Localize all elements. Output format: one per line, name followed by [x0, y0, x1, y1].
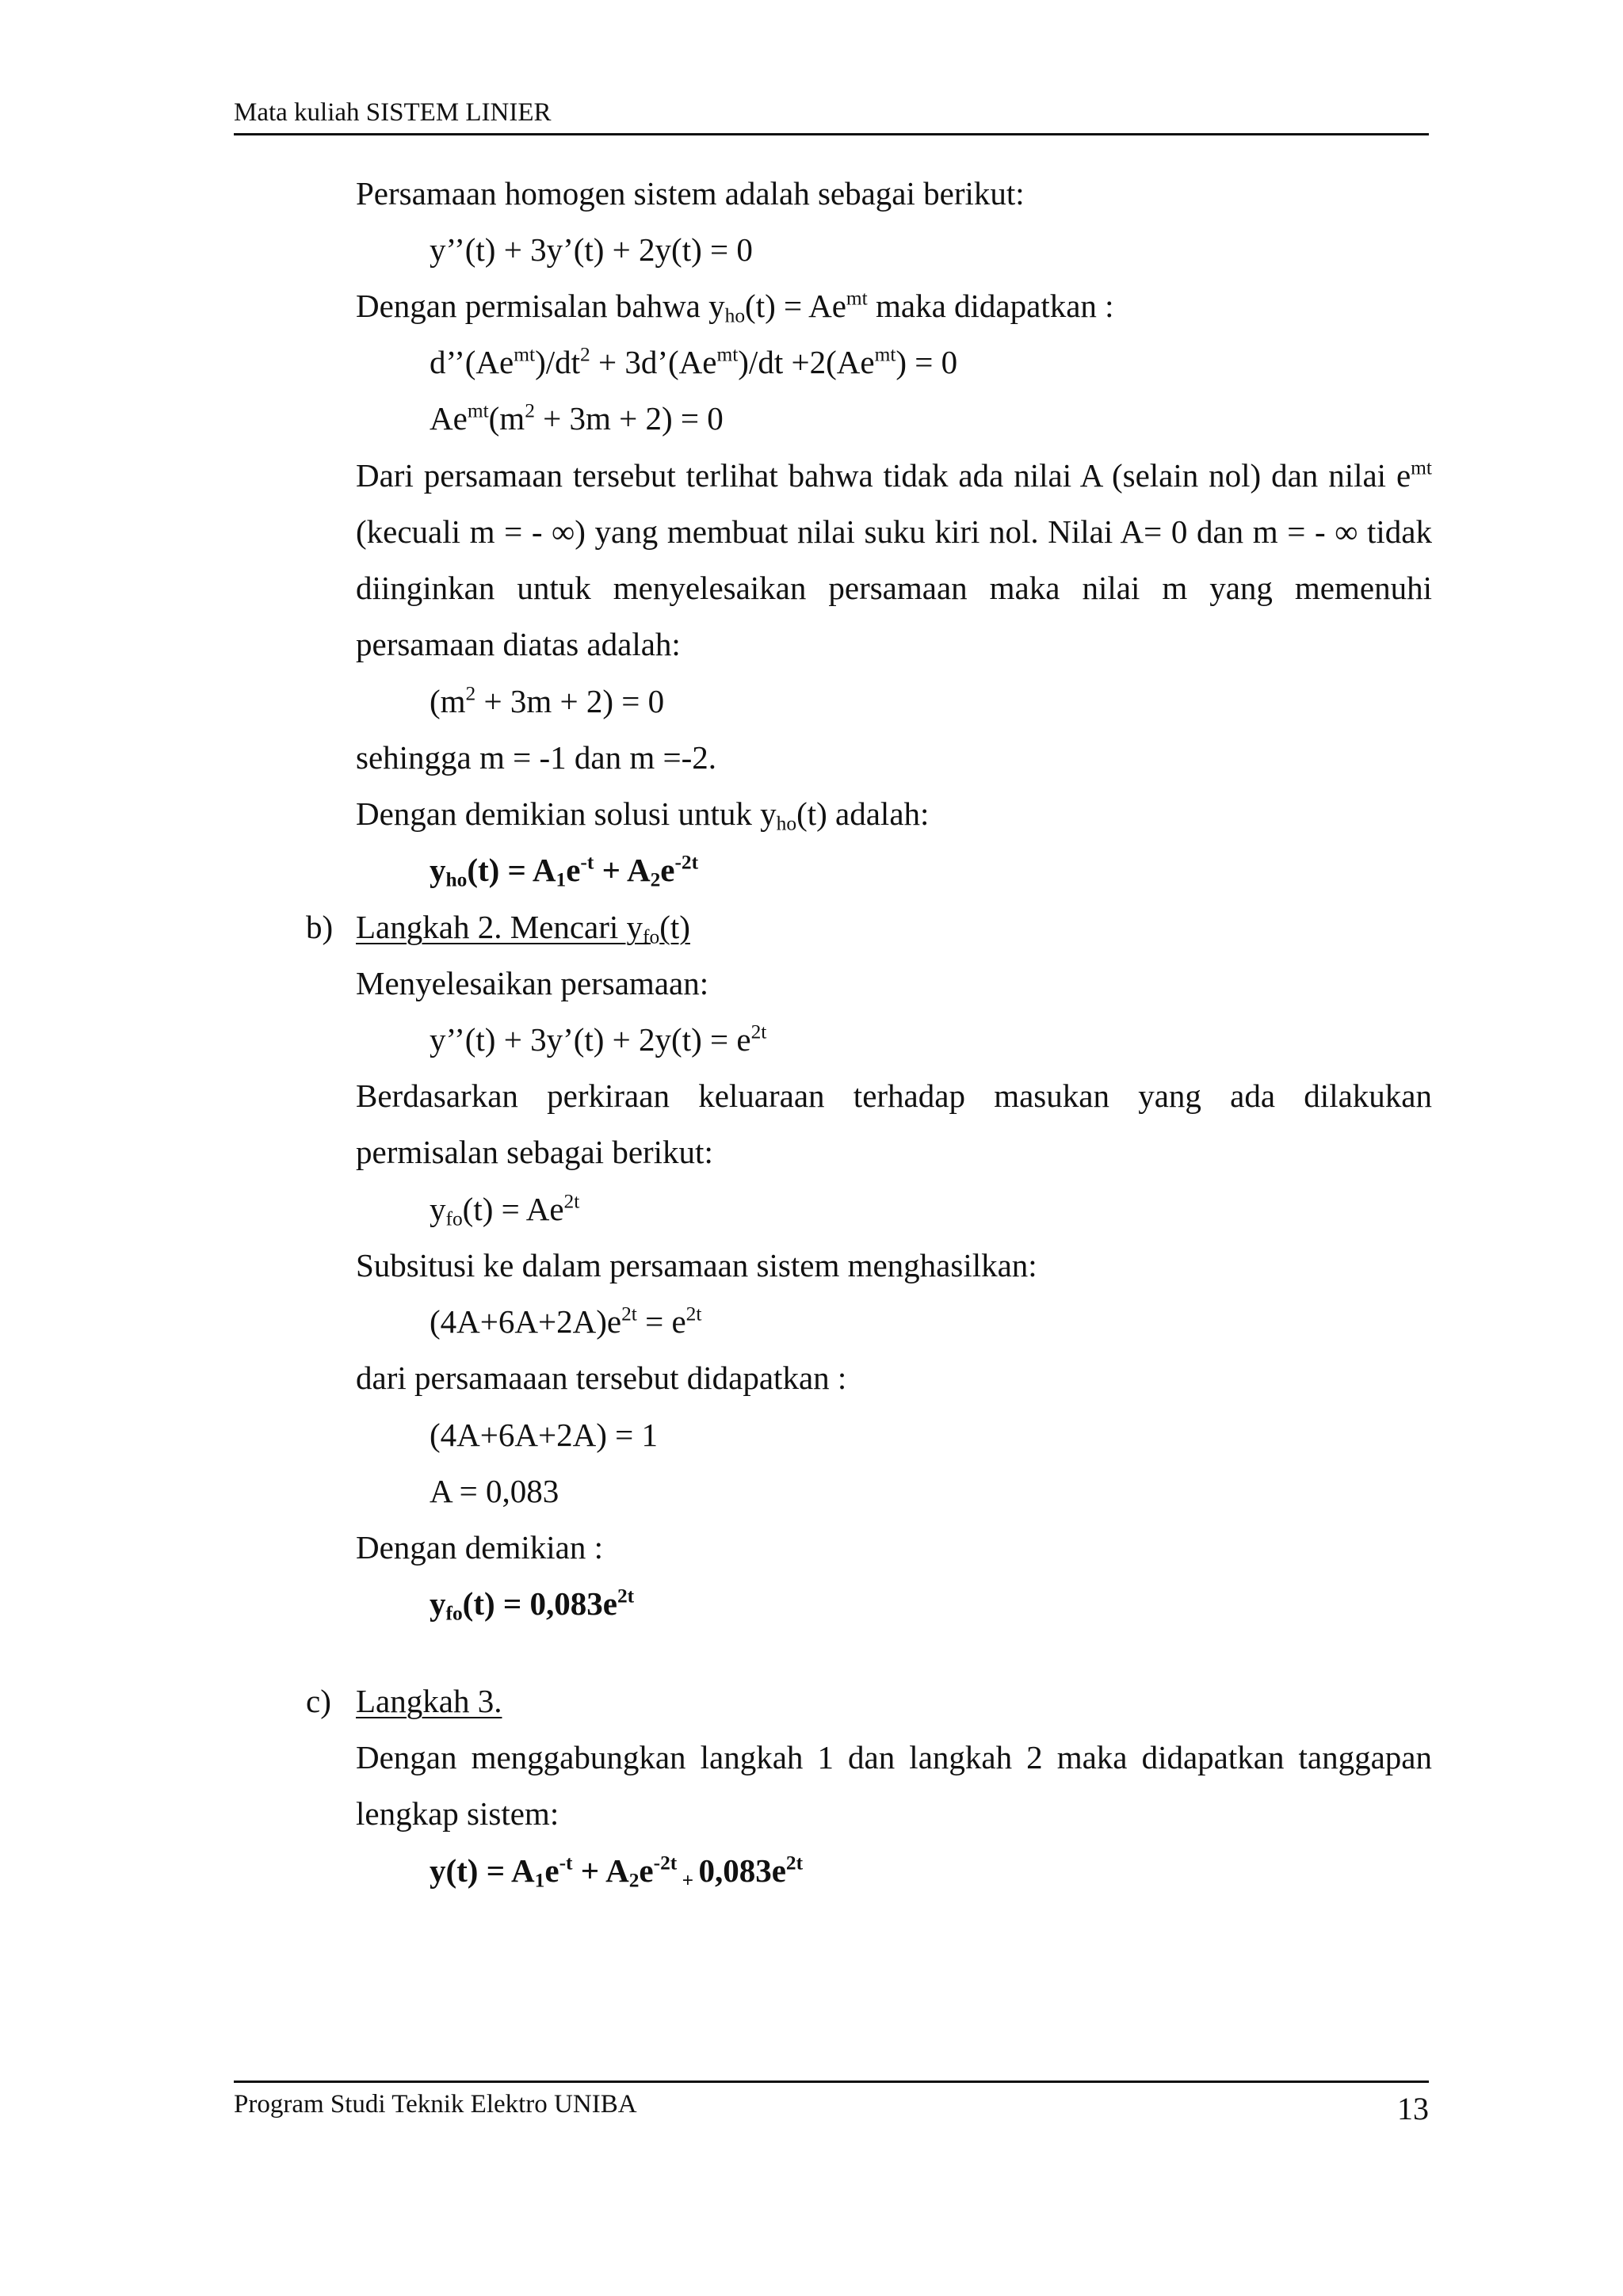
step-c-title: Langkah 3.	[356, 1683, 502, 1719]
paragraph-3-line-1: Dengan menggabungkan langkah 1 dan langkah 2 maka didapatkan tanggapan	[356, 1739, 1432, 1775]
permisalan-text: Dengan permisalan bahwa $y_{ho}(t) = Ae^{mt}$ maka didapatkan :	[356, 287, 1114, 327]
equation-substituted: $(4A+6A+2A)e^{2t} = e^{2t}$	[430, 1302, 702, 1340]
header-title: Mata kuliah SISTEM LINIER	[234, 98, 552, 127]
equation-coefficient: (4A+6A+2A) = 1	[430, 1417, 659, 1453]
paragraph-1-line-1: Dari persamaan tersebut terlihat bahwa tidak ada nilai A (selain nol) dan nilai $e^{mt}$	[356, 456, 1432, 494]
equation-factored: $Ae^{mt}(m^2 + 3m + 2) = 0$	[430, 399, 724, 437]
footer-program: Program Studi Teknik Elektro UNIBA	[234, 2090, 637, 2119]
paragraph-3-line-2: lengkap sistem:	[356, 1795, 559, 1832]
paragraph-2-line-2: permisalan sebagai berikut:	[356, 1134, 713, 1170]
paragraph-1-line-3: diinginkan untuk menyelesaikan persamaan maka nilai m yang memenuhi	[356, 570, 1432, 606]
step-b-title: Langkah 2. Mencari $y_{fo}(t)$	[356, 909, 690, 948]
equation-homogen: y’’(t) + 3y’(t) + 2y(t) = 0	[430, 231, 753, 268]
roots-text: sehingga m = -1 dan m =-2.	[356, 739, 717, 776]
header-divider	[234, 133, 1429, 135]
dari-text: dari persamaaan tersebut didapatkan :	[356, 1360, 847, 1396]
result-total: $y(t) = A_1e^{-t} + A_2e^{-2t}$ $_+$ $0,083e^{2t}$	[430, 1852, 804, 1892]
step-c-label: c)	[306, 1683, 331, 1719]
paragraph-1-line-2: (kecuali m = - ∞) yang membuat nilai suku kiri nol. Nilai A= 0 dan m = - ∞ tidak	[356, 513, 1432, 550]
equation-guess: $y_{fo}(t) = Ae^{2t}$	[430, 1190, 580, 1230]
equation-full: y’’(t) + 3y’(t) + $2y(t) = e^{2t}$	[430, 1020, 767, 1058]
solusi-ho-text: Dengan demikian solusi untuk $y_{ho}(t)$ adalah:	[356, 795, 930, 835]
paragraph-1-line-4: persamaan diatas adalah:	[356, 626, 681, 662]
page-number: 13	[1397, 2091, 1429, 2126]
equation-A-value: A = 0,083	[430, 1473, 559, 1509]
subsitusi-text: Subsitusi ke dalam persamaan sistem menghasilkan:	[356, 1247, 1037, 1283]
intro-text: Persamaan homogen sistem adalah sebagai berikut:	[356, 175, 1025, 212]
menyelesaikan-text: Menyelesaikan persamaan:	[356, 965, 709, 1001]
result-ho: $y_{ho}(t) = A_1e^{-t} + A_2e^{-2t}$	[430, 851, 699, 891]
step-b-label: b)	[306, 909, 334, 945]
equation-derivative: $d’’(Ae^{mt})/dt^2$ + $3d’(Ae^{mt})/dt +2(Ae^{mt}) = 0$	[430, 343, 958, 380]
equation-characteristic: $(m^2 + 3m + 2) = 0$	[430, 682, 665, 719]
result-fo: $y_{fo}(t) = 0,083e^{2t}$	[430, 1585, 635, 1625]
paragraph-2-line-1: Berdasarkan perkiraan keluaraan terhadap masukan yang ada dilakukan	[356, 1077, 1432, 1114]
demikian-text: Dengan demikian :	[356, 1529, 603, 1566]
footer-divider	[234, 2081, 1429, 2083]
